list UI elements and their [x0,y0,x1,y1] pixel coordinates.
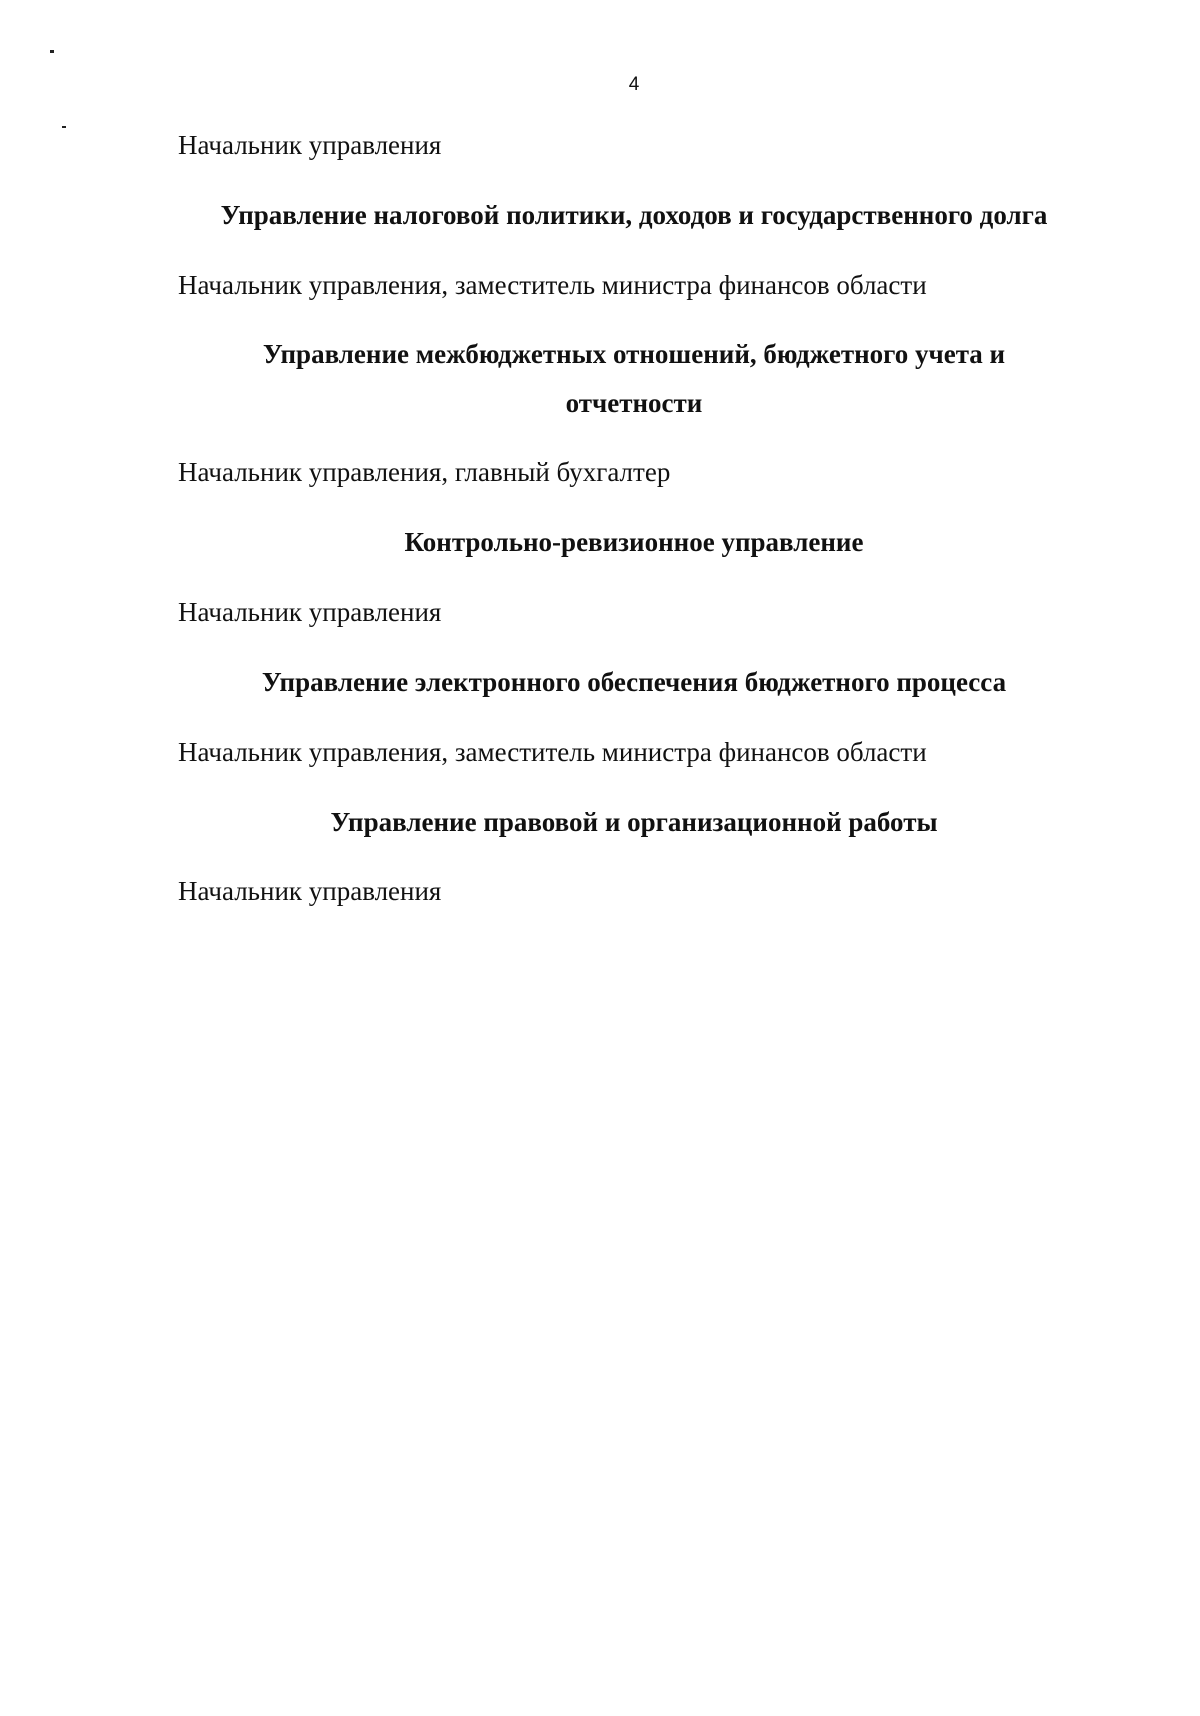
scan-speck [50,50,54,53]
position-title: Начальник управления [178,876,442,906]
department-heading: Контрольно-ревизионное управление [404,527,864,557]
position-title: Начальник управления, главный бухгалтер [178,457,671,487]
department-heading: Управление налоговой политики, доходов и государственного долга [220,200,1048,230]
department-heading-continued: отчетности [565,388,703,418]
position-title: Начальник управления, заместитель министра финансов области [178,737,927,767]
position-title: Начальник управления [178,597,442,627]
scan-speck [62,126,66,128]
position-title: Начальник управления, заместитель министра финансов области [178,270,927,300]
position-title: Начальник управления [178,130,442,160]
page-number: 4 [628,74,640,95]
department-heading: Управление электронного обеспечения бюджетного процесса [261,667,1007,697]
department-heading: Управление правовой и организационной работы [330,807,938,837]
department-heading: Управление межбюджетных отношений, бюджетного учета и [262,339,1006,369]
